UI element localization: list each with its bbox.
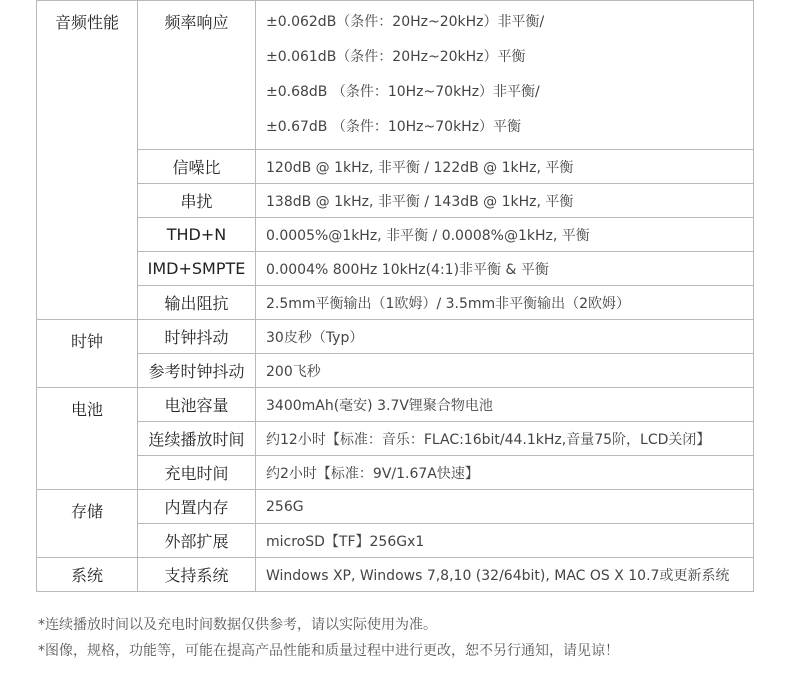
table-row [37,184,754,218]
table-row [37,286,754,320]
item-battery-capacity: 电池容量 [138,388,256,422]
table-row [37,354,754,388]
table-row [37,524,754,558]
category-battery: 电池 [37,388,138,490]
item-output-impedance: 输出阻抗 [138,286,256,320]
value-output-impedance: 2.5mm平衡输出（1欧姆）/ 3.5mm非平衡输出（2欧姆） [256,286,754,320]
freq-line-3: ±0.68dB （条件：10Hz~70kHz）非平衡/ [266,84,540,100]
category-system: 系统 [37,558,138,592]
item-external-expansion: 外部扩展 [138,524,256,558]
item-imd: IMD+SMPTE [138,252,256,286]
item-clock-jitter: 时钟抖动 [138,320,256,354]
spec-table [36,0,754,592]
item-frequency-response: 频率响应 [138,1,256,150]
table-row [37,456,754,490]
value-playback-time: 约12小时【标准：音乐：FLAC:16bit/44.1kHz,音量75阶，LCD关闭】 [256,422,754,456]
item-playback-time: 连续播放时间 [138,422,256,456]
category-audio: 音频性能 [37,1,138,320]
value-charge-time: 约2小时【标准：9V/1.67A快速】 [256,456,754,490]
item-thd: THD+N [138,218,256,252]
value-imd: 0.0004% 800Hz 10kHz(4:1)非平衡 & 平衡 [256,252,754,286]
value-supported-systems: Windows XP, Windows 7,8,10 (32/64bit), MAC OS X 10.7或更新系统 [256,558,754,592]
value-internal-memory: 256G [256,490,754,524]
item-charge-time: 充电时间 [138,456,256,490]
item-crosstalk: 串扰 [138,184,256,218]
table-row [37,558,754,592]
freq-line-1: ±0.062dB（条件：20Hz~20kHz）非平衡/ [266,14,545,30]
value-snr: 120dB @ 1kHz, 非平衡 / 122dB @ 1kHz, 平衡 [256,150,754,184]
footnotes [38,612,619,664]
value-crosstalk: 138dB @ 1kHz, 非平衡 / 143dB @ 1kHz, 平衡 [256,184,754,218]
value-external-expansion: microSD【TF】256Gx1 [256,524,754,558]
item-snr: 信噪比 [138,150,256,184]
freq-line-4: ±0.67dB （条件：10Hz~70kHz）平衡 [266,119,522,135]
category-storage: 存储 [37,490,138,558]
footnote-disclaimer: *图像，规格，功能等，可能在提高产品性能和质量过程中进行更改，恕不另行通知，请见谅！ [38,643,619,659]
table-row [37,422,754,456]
table-row [37,490,754,524]
value-battery-capacity: 3400mAh(毫安) 3.7V锂聚合物电池 [256,388,754,422]
table-row [37,150,754,184]
table-row [37,1,754,150]
table-row [37,252,754,286]
item-internal-memory: 内置内存 [138,490,256,524]
item-ref-clock-jitter: 参考时钟抖动 [138,354,256,388]
table-row [37,320,754,354]
category-clock: 时钟 [37,320,138,388]
value-frequency-response [256,1,754,150]
table-row [37,388,754,422]
freq-line-2: ±0.061dB（条件：20Hz~20kHz）平衡 [266,49,526,65]
value-ref-clock-jitter: 200飞秒 [256,354,754,388]
footnote-playback: *连续播放时间以及充电时间数据仅供参考，请以实际使用为准。 [38,617,437,633]
table-row [37,218,754,252]
value-thd: 0.0005%@1kHz, 非平衡 / 0.0008%@1kHz, 平衡 [256,218,754,252]
value-clock-jitter: 30皮秒（Typ） [256,320,754,354]
item-supported-systems: 支持系统 [138,558,256,592]
